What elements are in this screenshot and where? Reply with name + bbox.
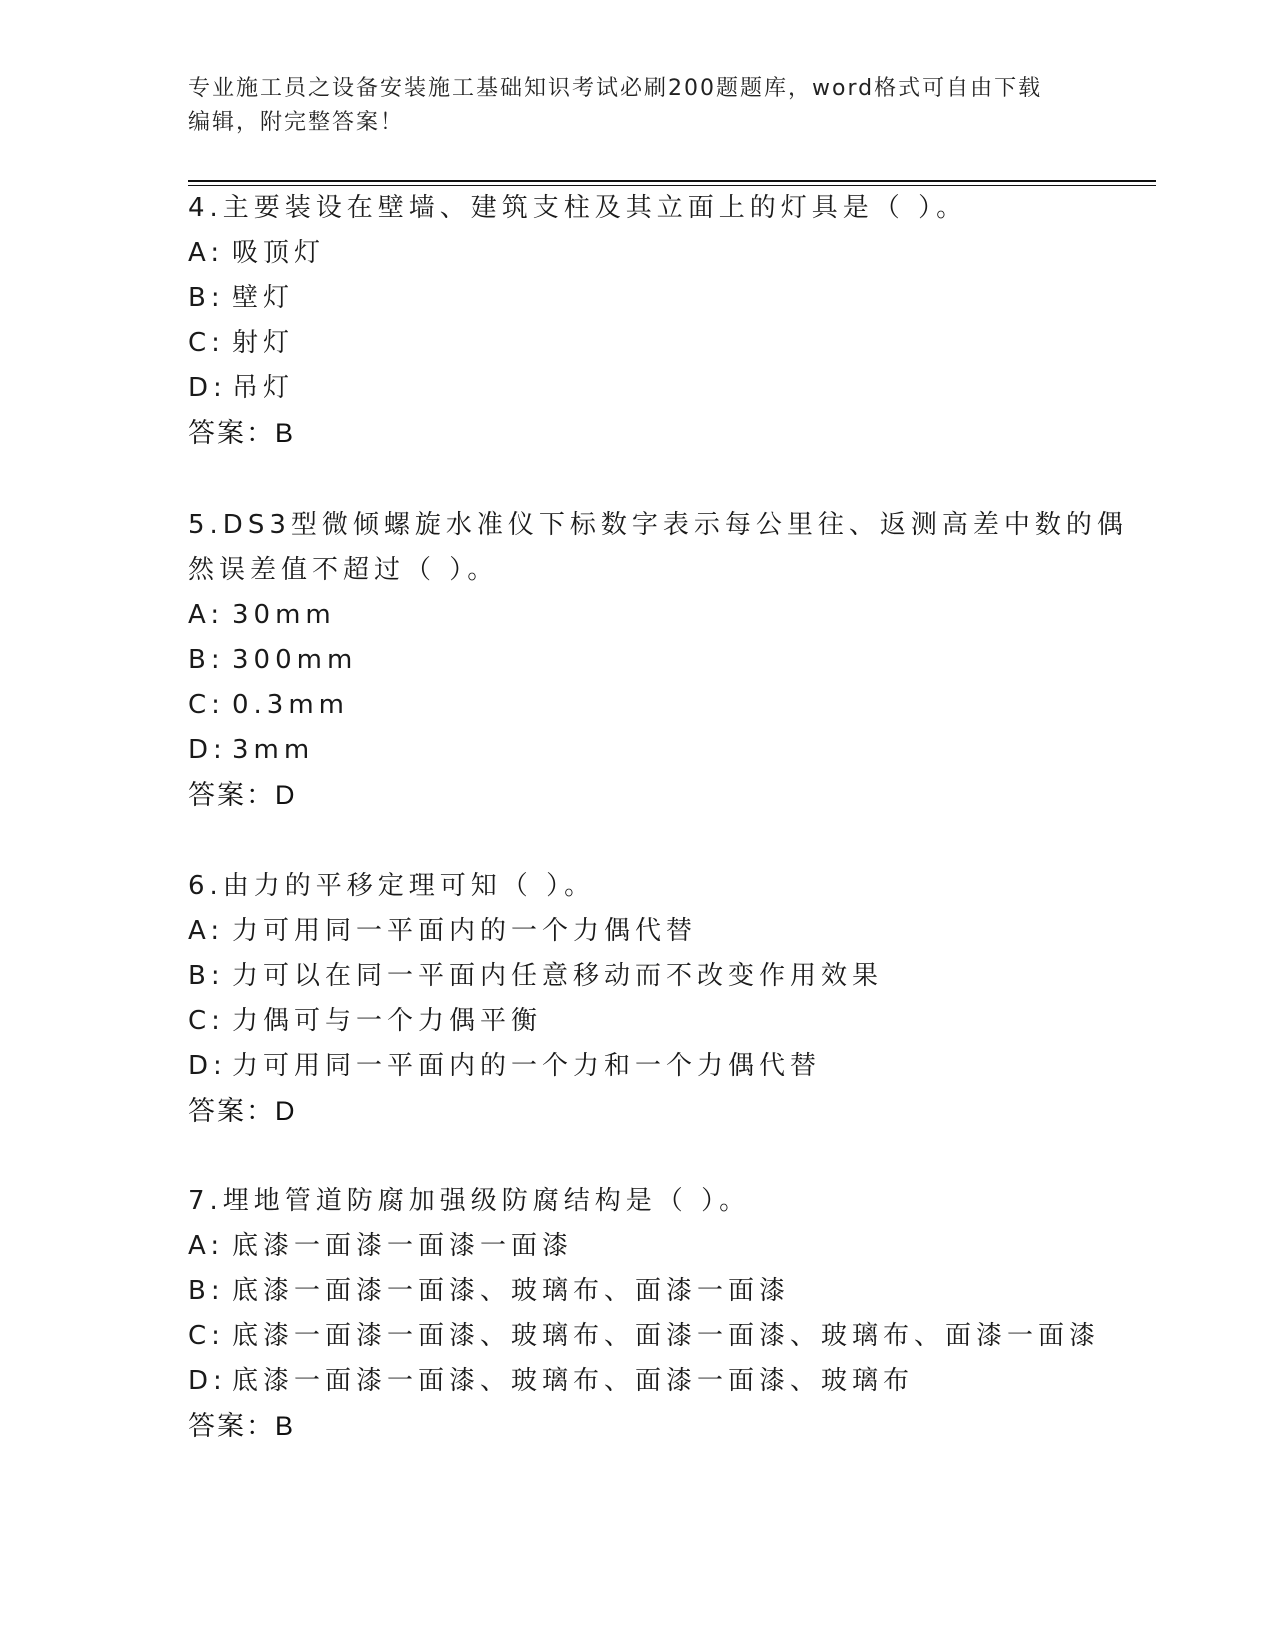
question-5 bbox=[188, 503, 1148, 818]
option-key: A: bbox=[188, 238, 225, 268]
question-stem: 6.由力的平移定理可知（ ）。 bbox=[188, 871, 596, 901]
option-text: 300mm bbox=[232, 645, 358, 675]
option-c bbox=[188, 683, 1148, 728]
option-key: D: bbox=[188, 373, 227, 403]
option-key: C: bbox=[188, 690, 225, 720]
option-text: 30mm bbox=[232, 600, 336, 630]
option-key: D: bbox=[188, 1051, 227, 1081]
option-text: 射灯 bbox=[232, 328, 295, 358]
option-c bbox=[188, 321, 1148, 366]
option-b bbox=[188, 1269, 1148, 1314]
option-key: A: bbox=[188, 916, 225, 946]
option-text: 吸顶灯 bbox=[232, 238, 326, 268]
option-key: A: bbox=[188, 600, 225, 630]
question-6 bbox=[188, 864, 1148, 1134]
option-a bbox=[188, 909, 1148, 954]
option-text: 力可用同一平面内的一个力和一个力偶代替 bbox=[232, 1051, 822, 1081]
option-text: 吊灯 bbox=[232, 373, 295, 403]
option-text: 底漆一面漆一面漆、玻璃布、面漆一面漆、玻璃布 bbox=[232, 1366, 915, 1396]
option-b bbox=[188, 638, 1148, 683]
question-stem: 7.埋地管道防腐加强级防腐结构是（ ）。 bbox=[188, 1186, 751, 1216]
option-key: B: bbox=[188, 645, 225, 675]
question-stem: 4.主要装设在壁墙、建筑支柱及其立面上的灯具是（ ）。 bbox=[188, 193, 968, 223]
header-title-line-2: 编辑，附完整答案！ bbox=[188, 110, 405, 135]
option-key: C: bbox=[188, 1321, 225, 1351]
option-key: D: bbox=[188, 735, 227, 765]
option-key: D: bbox=[188, 1366, 227, 1396]
option-text: 底漆一面漆一面漆一面漆 bbox=[232, 1231, 574, 1261]
option-c bbox=[188, 999, 1148, 1044]
answer-text: 答案：B bbox=[188, 1411, 296, 1441]
question-4 bbox=[188, 186, 1148, 456]
answer-text: 答案：B bbox=[188, 418, 296, 448]
option-text: 力可以在同一平面内任意移动而不改变作用效果 bbox=[232, 961, 884, 991]
option-text: 底漆一面漆一面漆、玻璃布、面漆一面漆 bbox=[232, 1276, 791, 1306]
option-d bbox=[188, 1044, 1148, 1089]
option-key: C: bbox=[188, 328, 225, 358]
option-key: B: bbox=[188, 1276, 225, 1306]
question-7 bbox=[188, 1179, 1148, 1449]
option-text: 3mm bbox=[232, 735, 315, 765]
option-d bbox=[188, 728, 1148, 773]
option-key: B: bbox=[188, 283, 225, 313]
header-divider-thick bbox=[188, 180, 1156, 182]
option-d bbox=[188, 1359, 1148, 1404]
option-a bbox=[188, 231, 1148, 276]
answer-text: 答案：D bbox=[188, 780, 297, 810]
option-key: A: bbox=[188, 1231, 225, 1261]
question-stem: 5.DS3型微倾螺旋水准仪下标数字表示每公里往、返测高差中数的偶然误差值不超过（ ）。 bbox=[188, 510, 1128, 585]
answer-text: 答案：D bbox=[188, 1096, 297, 1126]
option-d bbox=[188, 366, 1148, 411]
option-b bbox=[188, 276, 1148, 321]
option-text: 0.3mm bbox=[232, 690, 350, 720]
option-a bbox=[188, 593, 1148, 638]
option-key: B: bbox=[188, 961, 225, 991]
option-a bbox=[188, 1224, 1148, 1269]
option-text: 力偶可与一个力偶平衡 bbox=[232, 1006, 543, 1036]
header-title-line-1: 专业施工员之设备安装施工基础知识考试必刷200题题库，word格式可自由下载 bbox=[188, 76, 1043, 101]
option-b bbox=[188, 954, 1148, 999]
option-text: 力可用同一平面内的一个力偶代替 bbox=[232, 916, 698, 946]
option-key: C: bbox=[188, 1006, 225, 1036]
document-header bbox=[188, 72, 1088, 140]
option-c bbox=[188, 1314, 1148, 1359]
option-text: 底漆一面漆一面漆、玻璃布、面漆一面漆、玻璃布、面漆一面漆 bbox=[232, 1321, 1101, 1351]
option-text: 壁灯 bbox=[232, 283, 295, 313]
